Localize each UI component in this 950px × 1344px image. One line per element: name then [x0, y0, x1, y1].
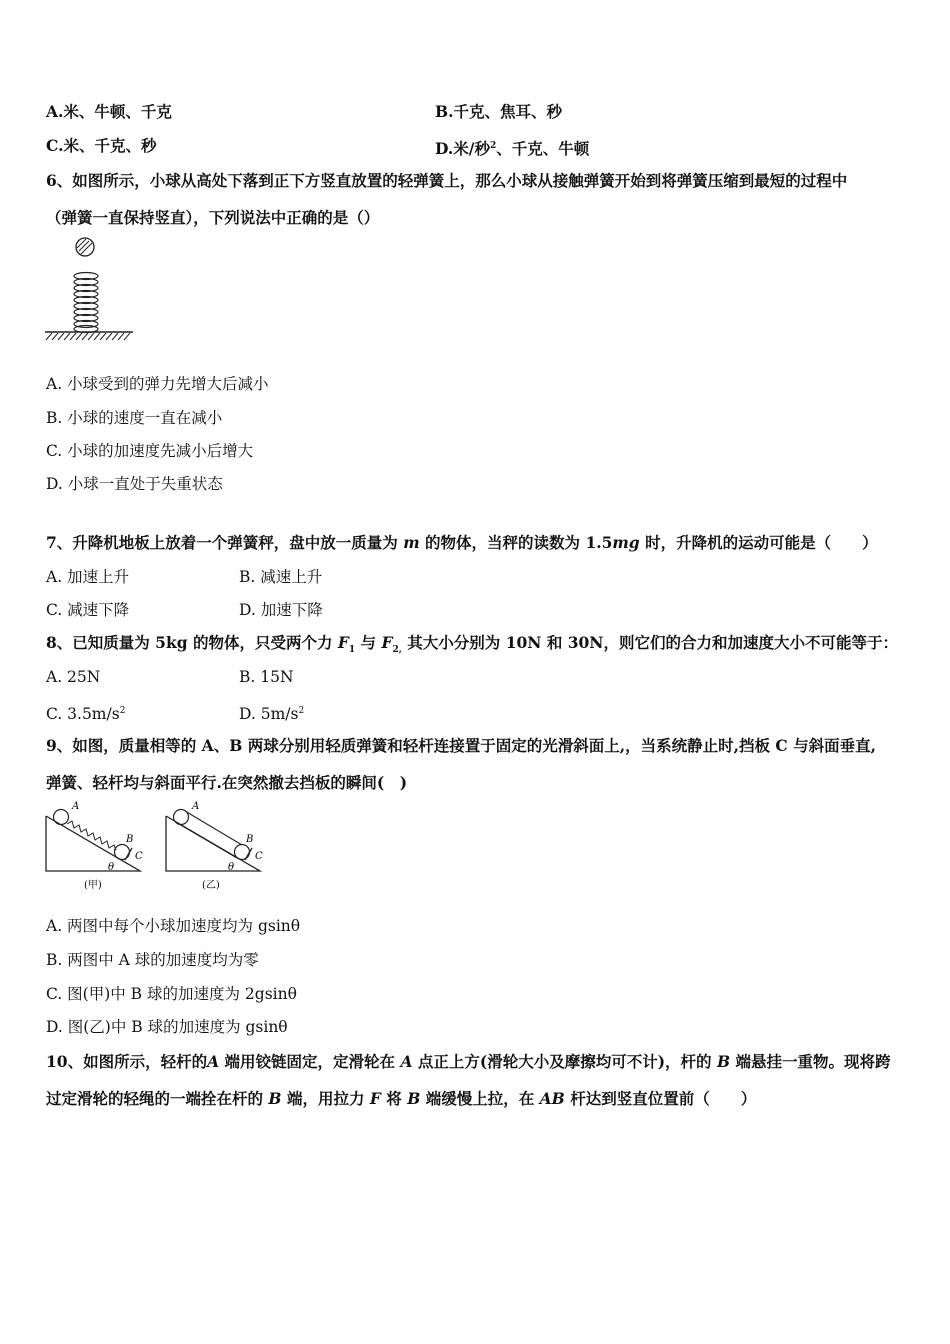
q9-stem-line1: 9、如图，质量相等的 A、B 两球分别用轻质弹簧和轻杆连接置于固定的光滑斜面上,，当系统静止时,挡板 C 与斜面垂直,	[46, 736, 877, 755]
q7-option-b: B. 减速上升	[239, 568, 323, 586]
q6-spring-figure	[44, 236, 136, 344]
q9-option-c: C. 图(甲)中 B 球的加速度为 2gsinθ	[46, 985, 297, 1003]
q8-option-a: A. 25N	[46, 668, 101, 686]
q6-option-a: A. 小球受到的弹力先增大后减小	[46, 375, 269, 393]
q9-option-b: B. 两图中 A 球的加速度均为零	[46, 951, 259, 969]
q9-option-d: D. 图(乙)中 B 球的加速度为 gsinθ	[46, 1018, 288, 1036]
q6-stem-line2: （弹簧一直保持竖直），下列说法中正确的是（）	[46, 208, 380, 227]
q9-right-label-c: C	[255, 851, 263, 862]
q7-option-c: C. 减速下降	[46, 601, 130, 619]
q9-right-label-a: A	[192, 801, 200, 812]
q9-left-caption: (甲)	[84, 880, 102, 891]
q9-figure-right	[162, 800, 272, 894]
q9-right-label-b: B	[246, 834, 254, 845]
q10-stem-line1: 10、如图所示，轻杆的A 端用铰链固定，定滑轮在 A 点正上方(滑轮大小及摩擦均可不计)，杆的 B 端悬挂一重物。现将跨	[46, 1052, 891, 1071]
q5-option-c: C.米、千克、秒	[46, 136, 157, 155]
q5-option-b: B.千克、焦耳、秒	[435, 102, 562, 121]
q5-option-a: A.米、牛顿、千克	[46, 102, 172, 121]
q7-stem: 7、升降机地板上放着一个弹簧秤，盘中放一质量为 m 的物体，当秤的读数为 1.5mg 时，升降机的运动可能是（ ）	[46, 533, 878, 552]
q6-option-d: D. 小球一直处于失重状态	[46, 475, 223, 493]
q6-stem-line1: 6、如图所示，小球从高处下落到正下方竖直放置的轻弹簧上，那么小球从接触弹簧开始到将弹簧压缩到最短的过程中	[46, 171, 848, 190]
q8-stem: 8、已知质量为 5kg 的物体，只受两个力 $F_1$ 与 $F_{2,}$ 其大小分别为 10N 和 30N，则它们的合力和加速度大小不可能等于：	[46, 633, 898, 656]
q6-option-c: C. 小球的加速度先减小后增大	[46, 442, 254, 460]
q9-left-label-b: B	[126, 834, 134, 845]
q9-stem-line2: 弹簧、轻杆均与斜面平行.在突然撤去挡板的瞬间( )	[46, 773, 408, 792]
q8-option-d: D. $5m/s^2$	[239, 705, 305, 724]
q9-figure-left	[42, 800, 152, 894]
q7-option-a: A. 加速上升	[46, 568, 130, 586]
q9-left-label-theta: θ	[108, 862, 115, 873]
q9-right-caption: (乙)	[202, 880, 220, 891]
q8-option-b: B. 15N	[239, 668, 294, 686]
q10-stem-line2: 过定滑轮的轻绳的一端拴在杆的 B 端，用拉力 F 将 B 端缓慢上拉，在 AB 杆达到竖直位置前（ ）	[46, 1089, 757, 1108]
q5-option-d: D.米/秒$^2$、千克、牛顿	[435, 139, 590, 159]
q7-option-d: D. 加速下降	[239, 601, 323, 619]
q9-left-label-a: A	[72, 801, 80, 812]
q8-option-c: C. $3.5m/s^2$	[46, 705, 126, 724]
q9-left-label-c: C	[135, 851, 143, 862]
q9-right-label-theta: θ	[228, 862, 235, 873]
q9-option-a: A. 两图中每个小球加速度均为 gsinθ	[46, 917, 301, 935]
q6-option-b: B. 小球的速度一直在减小	[46, 409, 223, 427]
